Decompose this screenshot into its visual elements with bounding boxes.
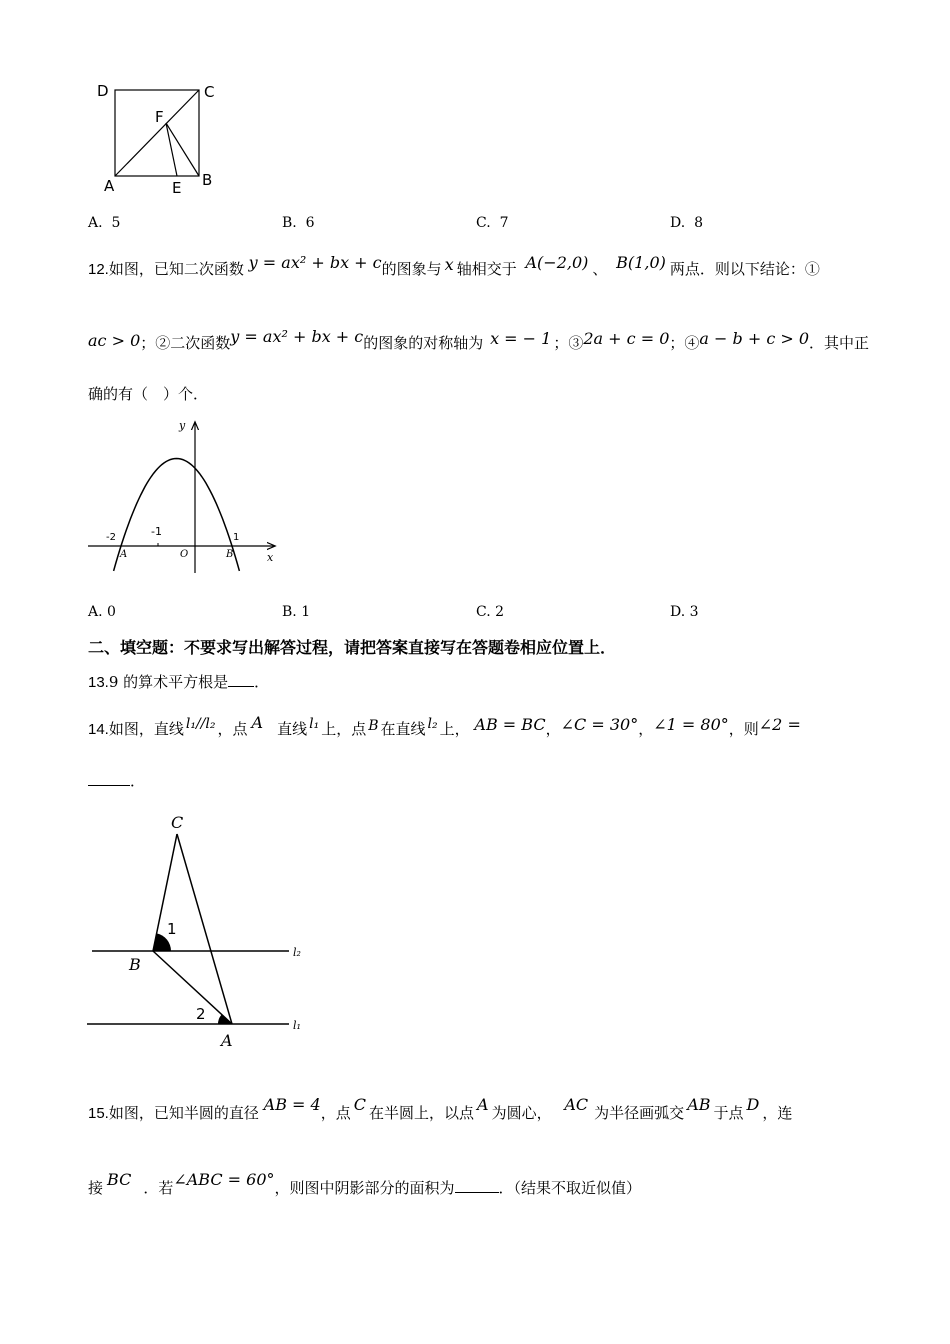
q13-answer-blank[interactable] (228, 672, 254, 687)
point-label-a: A (120, 549, 128, 560)
q11-option-a[interactable]: A. 5 (88, 215, 121, 231)
axis-label-x: x (267, 551, 274, 564)
section2-heading: 二、填空题：不要求写出解答过程，请把答案直接写在答题卷相应位置上． (88, 638, 617, 657)
q12-option-b[interactable]: B. 1 (282, 604, 311, 620)
segment-ba (153, 951, 232, 1024)
q12-line1: 12.如图，已知二次函数 y = ax² + bx + c的图象与 x 轴相交于 A(−2,0) 、 B(1,0) 两点．则以下结论：① (88, 253, 820, 278)
q14-parallel-lines-figure (84, 808, 314, 1056)
q12-option-c[interactable]: C. 2 (476, 604, 505, 620)
label-a: A (221, 1031, 233, 1050)
q11-option-b[interactable]: B. 6 (282, 215, 315, 231)
label-angle-2: 2 (196, 1005, 206, 1023)
point-label-b: B (226, 549, 234, 560)
segment-ca (177, 834, 232, 1024)
label-l2: l₂ (293, 946, 301, 959)
q15-line1: 15.如图，已知半圆的直径 AB = 4，点 C 在半圆上，以点 A 为圆心， AC 为半径画弧交 AB 于点 D ，连 (88, 1095, 793, 1122)
tick-label-minus-2: -2 (106, 532, 116, 543)
q11-square-figure (90, 78, 230, 200)
q11-option-c[interactable]: C. 7 (476, 215, 509, 231)
tick-label-1: 1 (233, 532, 240, 543)
label-a: A (104, 177, 115, 195)
q12-line2: ac > 0；②二次函数y = ax² + bx + c的图象的对称轴为 x = − 1 ；③2a + c = 0；④a − b + c > 0．其中正 (88, 327, 870, 352)
label-d: D (97, 82, 109, 100)
q14-line1: 14.如图，直线 l₁//l₂ ，点 A 直线 l₁ 上，点 B 在直线 l₂ 上， AB = BC，∠C = 30°，∠1 = 80°，则∠2 = (88, 713, 801, 738)
q12-option-d[interactable]: D. 3 (670, 604, 699, 620)
label-f: F (155, 108, 164, 126)
label-b: B (202, 171, 213, 189)
axis-label-y: y (179, 419, 186, 432)
origin-label: O (180, 549, 189, 560)
q11-option-d[interactable]: D. 8 (670, 215, 704, 231)
q14-answer-blank[interactable] (88, 771, 130, 786)
label-c: C (171, 813, 184, 832)
label-e: E (172, 179, 182, 197)
q15-line2: 接 BC ．若∠ABC = 60°，则图中阴影部分的面积为 ．（结果不取近似值） (88, 1170, 642, 1197)
q13: 13.9 的算术平方根是 ． (88, 673, 270, 691)
q12-line3: 确的有（ ）个． (88, 385, 209, 403)
label-l1: l₁ (293, 1019, 301, 1032)
tick-label-minus-1: -1 (151, 525, 162, 538)
label-angle-1: 1 (167, 920, 177, 938)
q14-line2: ． (88, 771, 145, 791)
label-b: B (129, 955, 141, 974)
q12-parabola-graph (84, 415, 284, 585)
parabola-curve (114, 459, 240, 571)
diagonal-ac (115, 90, 199, 176)
label-c: C (204, 83, 215, 101)
q12-option-a[interactable]: A. 0 (88, 604, 116, 620)
q15-answer-blank[interactable] (455, 1178, 499, 1193)
